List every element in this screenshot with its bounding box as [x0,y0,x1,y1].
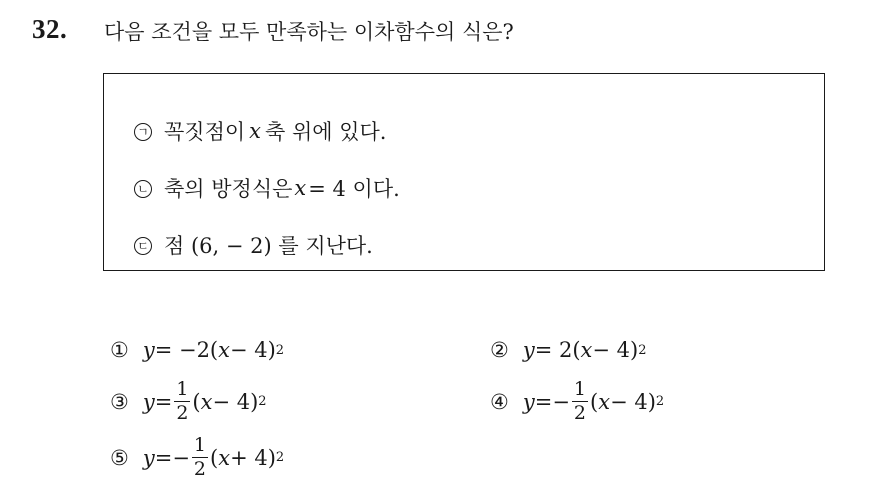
choice-1-rest: − 4) [229,338,276,362]
choice-3-var: x [200,389,213,414]
choice-5-exp: 2 [275,450,285,465]
choice-4-fraction [572,380,588,423]
choice-4-exp: 2 [655,394,665,409]
condition-3 [134,230,373,260]
choice-2-eq: = 2( [534,338,581,362]
choice-4-lhs: y [522,389,535,414]
condition-3-text: 점 (6, − 2) 를 지난다. [164,234,373,258]
choice-2-rest: − 4) [592,338,639,362]
condition-1-after: 축 위에 있다. [265,120,387,144]
condition-1-before: 꼭짓점이 [164,120,246,144]
choice-5[interactable] [110,436,284,479]
choice-4-rest: − 4) [610,389,656,414]
choice-3-fraction-denominator: 2 [176,402,189,424]
question-text: 다음 조건을 모두 만족하는 이차함수의 식은? [104,20,514,44]
condition-1-var: x [249,119,261,143]
condition-marker-1: ㄱ [134,123,152,141]
choice-5-lhs: y [142,445,155,470]
condition-2 [134,173,400,203]
choice-3-lhs: y [142,389,155,414]
choice-2[interactable] [490,338,646,362]
choice-3-eq: = [154,389,173,414]
choice-5-sign: − [172,445,190,470]
choice-number-3: ③ [110,389,129,414]
choice-4-var: x [598,389,611,414]
choice-2-exp: 2 [638,342,647,358]
choice-5-rest: + 4) [230,445,276,470]
condition-marker-2: ㄴ [134,180,152,198]
question-number: 32. [32,14,68,44]
condition-2-before: 축의 방정식은 [164,177,293,201]
choice-number-5: ⑤ [110,445,129,470]
choice-1-var: x [218,338,230,362]
choice-5-fraction-denominator: 2 [193,458,207,480]
choice-1-lhs: y [142,338,155,362]
choice-1-exp: 2 [275,342,285,358]
choice-5-var: x [218,445,231,470]
choice-1-eq: = −2( [154,338,219,362]
condition-2-after: = 4 이다. [308,177,400,201]
conditions-box [103,73,825,271]
condition-marker-3: ㄷ [134,237,152,255]
choice-1[interactable] [110,338,284,362]
choice-3-rest: − 4) [212,389,259,414]
condition-1 [134,116,386,146]
choice-3-open: ( [192,389,201,414]
choice-number-2: ② [490,338,509,362]
condition-2-var: x [294,176,307,200]
choice-3-fraction [174,380,190,423]
choice-2-lhs: y [522,338,535,362]
choice-3-exp: 2 [258,394,267,409]
choice-4[interactable] [490,380,664,423]
choice-3-fraction-numerator: 1 [176,378,189,400]
choice-4-fraction-numerator: 1 [573,378,587,400]
choice-3[interactable] [110,380,267,423]
choice-4-sign: − [552,389,570,414]
choice-2-var: x [580,338,593,362]
choice-4-open: ( [590,389,599,414]
choice-5-fraction [192,436,208,479]
choice-number-1: ① [110,338,129,362]
choice-4-eq: = [534,389,553,414]
choice-5-fraction-numerator: 1 [193,434,207,456]
choice-5-eq: = [154,445,173,470]
choice-4-fraction-denominator: 2 [573,402,587,424]
choice-5-open: ( [210,445,219,470]
choice-number-4: ④ [490,389,509,414]
